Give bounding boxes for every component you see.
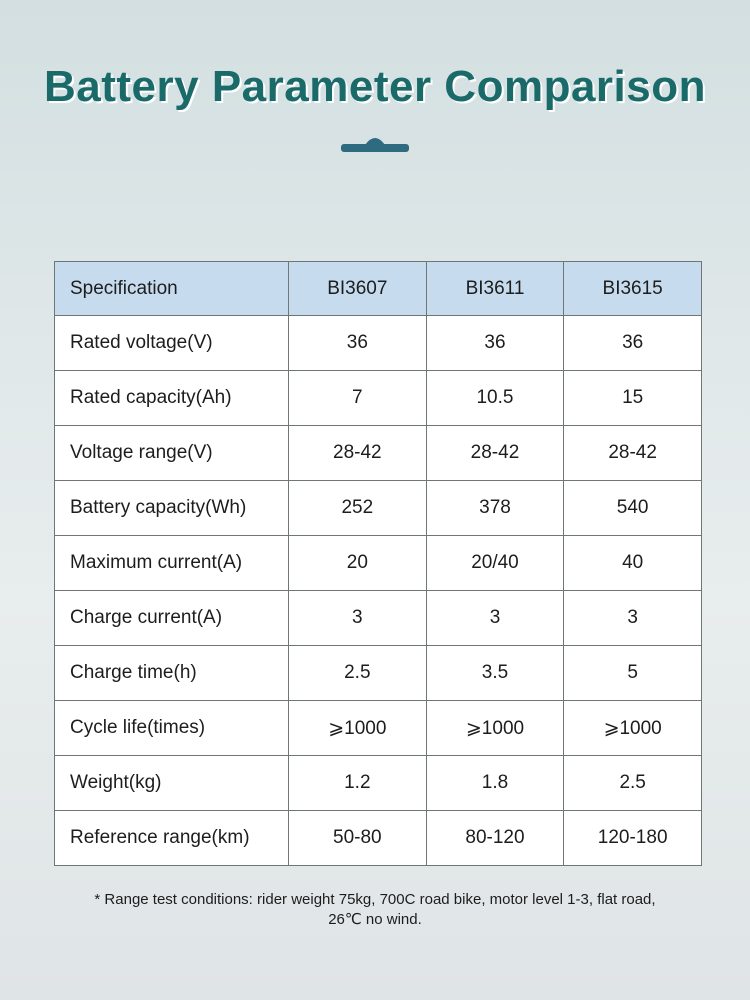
table-row	[55, 426, 702, 481]
table-row	[55, 646, 702, 701]
row-value: 28-42	[564, 426, 702, 481]
table-row	[55, 756, 702, 811]
row-value: 3.5	[426, 646, 564, 701]
row-label: Weight(kg)	[55, 756, 289, 811]
spec-table-container	[54, 261, 702, 866]
row-value: 80-120	[426, 811, 564, 866]
table-row	[55, 316, 702, 371]
row-value: 2.5	[289, 646, 427, 701]
table-row	[55, 701, 702, 756]
row-value: ⩾1000	[564, 701, 702, 756]
header-bi3615: BI3615	[564, 262, 702, 316]
row-value: 120-180	[564, 811, 702, 866]
row-value: 40	[564, 536, 702, 591]
row-label: Rated voltage(V)	[55, 316, 289, 371]
row-value: 378	[426, 481, 564, 536]
row-value: 1.8	[426, 756, 564, 811]
row-value: 3	[289, 591, 427, 646]
row-value: 20/40	[426, 536, 564, 591]
table-row	[55, 811, 702, 866]
row-value: 3	[426, 591, 564, 646]
row-label: Voltage range(V)	[55, 426, 289, 481]
row-value: 1.2	[289, 756, 427, 811]
row-value: ⩾1000	[289, 701, 427, 756]
footnote-line-2: 26℃ no wind.	[328, 911, 422, 928]
row-value: 2.5	[564, 756, 702, 811]
row-label: Maximum current(A)	[55, 536, 289, 591]
row-value: 252	[289, 481, 427, 536]
header-specification: Specification	[55, 262, 289, 316]
table-row	[55, 536, 702, 591]
row-value: 28-42	[426, 426, 564, 481]
table-row	[55, 481, 702, 536]
footnote	[40, 890, 710, 930]
row-value: 50-80	[289, 811, 427, 866]
row-label: Rated capacity(Ah)	[55, 371, 289, 426]
page-title: Battery Parameter Comparison	[43, 62, 706, 111]
row-value: 10.5	[426, 371, 564, 426]
row-value: ⩾1000	[426, 701, 564, 756]
row-value: 540	[564, 481, 702, 536]
row-value: 36	[289, 316, 427, 371]
row-label: Charge current(A)	[55, 591, 289, 646]
header-bi3607: BI3607	[289, 262, 427, 316]
row-label: Cycle life(times)	[55, 701, 289, 756]
row-value: 15	[564, 371, 702, 426]
row-value: 7	[289, 371, 427, 426]
ornament-divider-icon	[341, 133, 409, 153]
table-header-row	[55, 262, 702, 316]
row-value: 20	[289, 536, 427, 591]
row-value: 5	[564, 646, 702, 701]
row-label: Reference range(km)	[55, 811, 289, 866]
row-label: Charge time(h)	[55, 646, 289, 701]
row-value: 36	[426, 316, 564, 371]
row-value: 36	[564, 316, 702, 371]
header-bi3611: BI3611	[426, 262, 564, 316]
row-label: Battery capacity(Wh)	[55, 481, 289, 536]
footnote-line-1: * Range test conditions: rider weight 75kg, 700C road bike, motor level 1-3, flat road,	[94, 891, 656, 908]
row-value: 3	[564, 591, 702, 646]
table-row	[55, 591, 702, 646]
spec-table	[54, 261, 702, 866]
table-row	[55, 371, 702, 426]
row-value: 28-42	[289, 426, 427, 481]
